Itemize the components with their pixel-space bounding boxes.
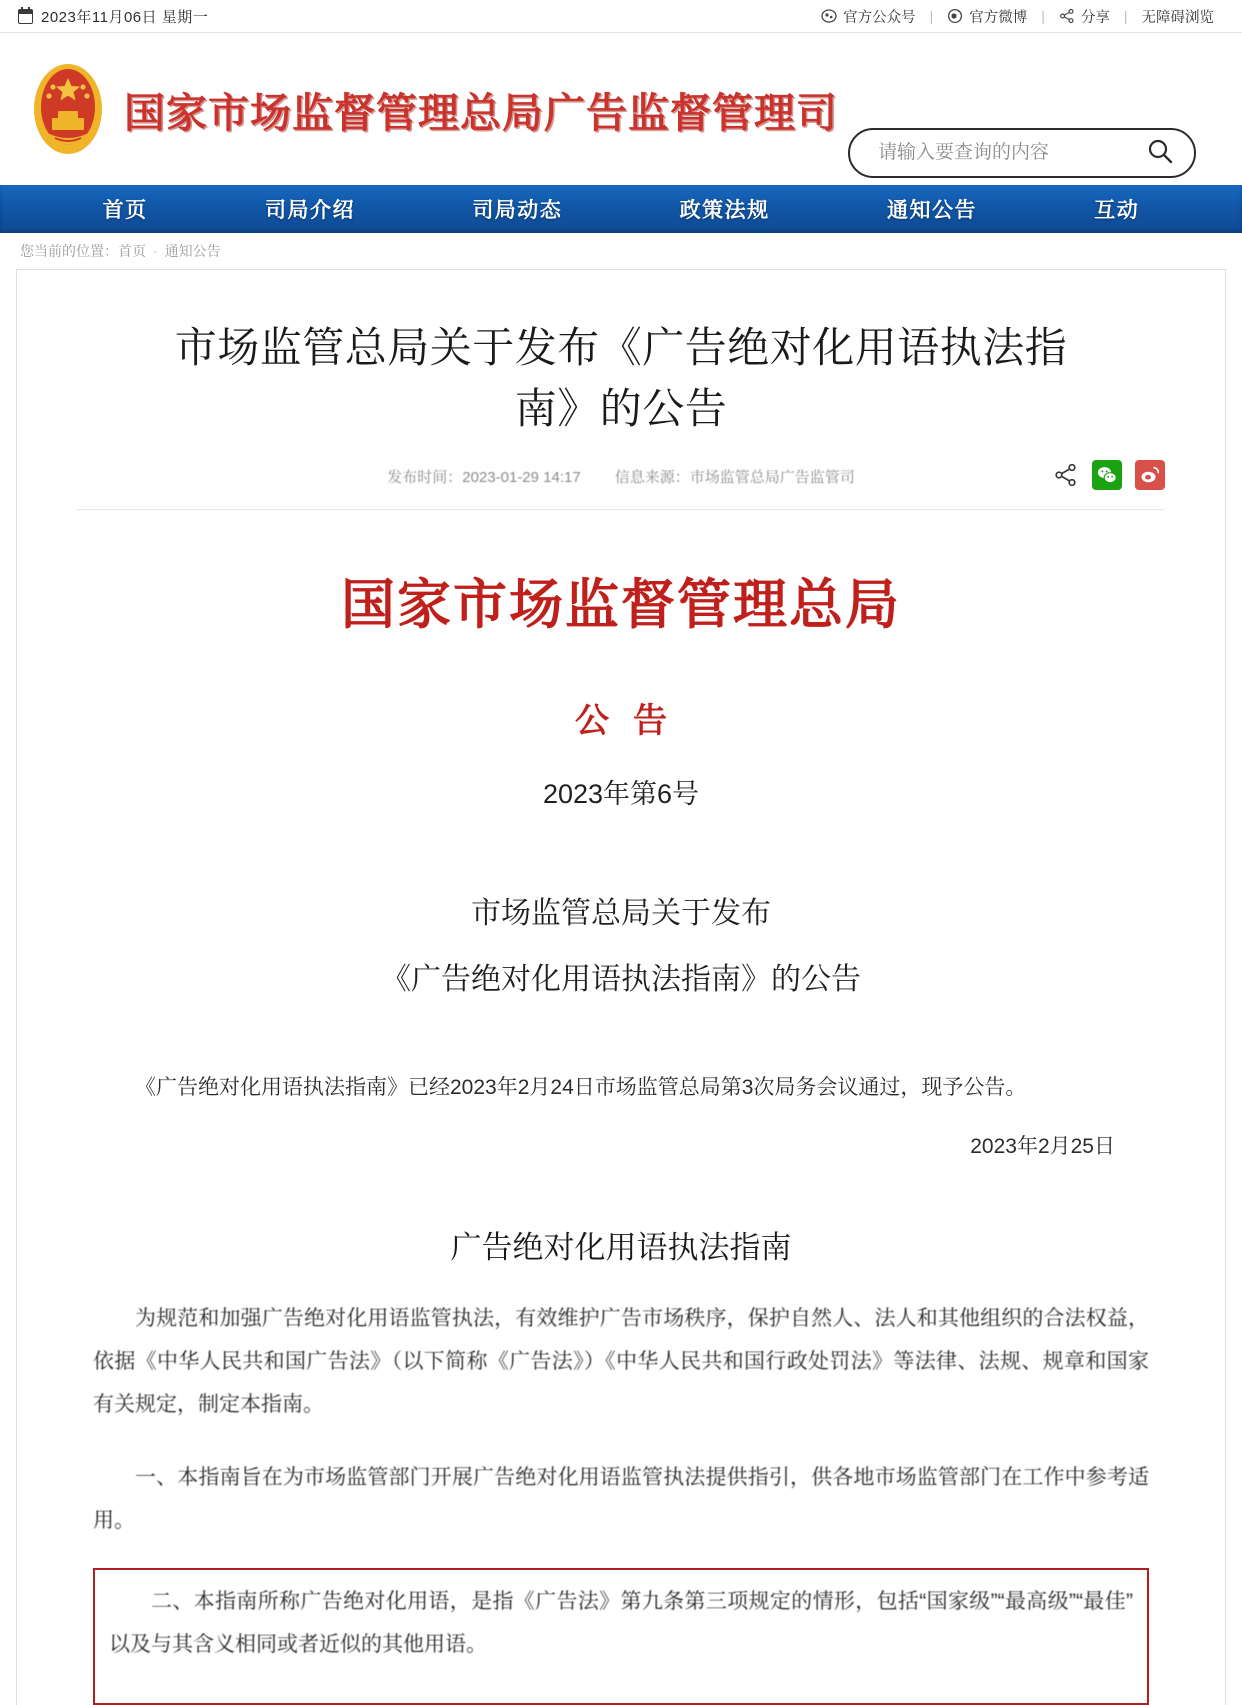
- breadcrumb-prefix: 您当前的位置：: [20, 243, 118, 259]
- national-emblem-icon: [22, 60, 114, 158]
- accessibility-link[interactable]: [1128, 6, 1229, 27]
- article-source: 信息来源：市场监管总局广告监管司: [614, 468, 855, 486]
- main-navigation: [0, 185, 1242, 233]
- nav-item-announcements[interactable]: 通知公告: [886, 199, 977, 222]
- official-weibo-link[interactable]: [933, 6, 1041, 27]
- wechat-official-icon: [821, 8, 837, 24]
- search-input[interactable]: [876, 141, 1146, 165]
- issuing-organization: 国家市场监督管理总局: [341, 572, 901, 636]
- search-icon[interactable]: [1146, 137, 1174, 170]
- site-header: [0, 33, 1242, 185]
- guide-paragraph-2: 二、本指南所称广告绝对化用语，是指《广告法》第九条第三项规定的情形，包括“国家级”“最高级”“最佳”以及与其含义相同或者近似的其他用语。: [109, 1590, 1133, 1657]
- approval-paragraph: 《广告绝对化用语执法指南》已经2023年2月24日市场监管总局第3次局务会议通过，现予公告。: [135, 1075, 1027, 1099]
- wechat-icon[interactable]: [1092, 460, 1122, 490]
- guide-paragraph-0: 为规范和加强广告绝对化用语监管执法，有效维护广告市场秩序，保护自然人、法人和其他组织的合法权益，依据《中华人民共和国广告法》（以下简称《广告法》）《中华人民共和国行政处罚法》等法律、法规、规章和国家有关规定，制定本指南。: [93, 1306, 1149, 1416]
- publish-time: 发布时间：2023-01-29 14:17: [387, 468, 581, 486]
- guide-heading: 广告绝对化用语执法指南: [450, 1229, 792, 1265]
- article-meta-row: [77, 466, 1165, 510]
- accessibility-label: 无障碍浏览: [1141, 9, 1214, 26]
- share-label: 分享: [1080, 9, 1110, 26]
- search-box[interactable]: [848, 128, 1196, 178]
- top-link-separator-2: |: [1041, 8, 1045, 24]
- calendar-icon: [18, 9, 33, 24]
- current-date-group: [18, 6, 208, 27]
- document-body: [77, 510, 1165, 1705]
- notice-number: 2023年第6号: [542, 778, 700, 809]
- document-subtitle: [93, 881, 1149, 1013]
- weibo-icon[interactable]: [1135, 460, 1165, 490]
- breadcrumb-separator: ·: [153, 243, 158, 259]
- guide-paragraph-1: 一、本指南旨在为市场监管部门开展广告绝对化用语监管执法提供指引，供各地市场监管部门在工作中参考适用。: [93, 1465, 1149, 1532]
- nav-item-interaction[interactable]: 互动: [1094, 199, 1140, 222]
- page-title: 市场监管总局关于发布《广告绝对化用语执法指南》的公告: [174, 323, 1068, 433]
- site-title: 国家市场监督管理总局广告监督管理司: [124, 88, 838, 137]
- sign-date: 2023年2月25日: [970, 1134, 1115, 1158]
- document-subtitle-line1: 市场监管总局关于发布: [471, 896, 771, 930]
- document-subtitle-line2: 《广告绝对化用语执法指南》的公告: [381, 962, 861, 996]
- share-link[interactable]: [1045, 6, 1124, 27]
- highlighted-paragraph-box: [93, 1568, 1149, 1705]
- breadcrumb-home-link[interactable]: 首页: [118, 243, 146, 259]
- nav-item-home[interactable]: 首页: [102, 199, 148, 222]
- top-link-separator-1: |: [929, 8, 934, 24]
- article-share-group: [1053, 460, 1165, 490]
- official-account-link[interactable]: [807, 6, 930, 27]
- share-icon[interactable]: [1053, 462, 1079, 488]
- top-utility-bar: [0, 0, 1242, 33]
- breadcrumb: [0, 233, 1242, 269]
- notice-word: 公告: [575, 701, 691, 740]
- official-account-label: 官方公众号: [843, 9, 916, 26]
- nav-item-policies[interactable]: 政策法规: [679, 199, 770, 222]
- top-link-separator-3: |: [1123, 8, 1128, 24]
- top-links-group: [807, 6, 1228, 27]
- current-date-text: 2023年11月06日 星期一: [41, 8, 209, 26]
- weibo-icon: [947, 8, 963, 24]
- nav-item-introduction[interactable]: 司局介绍: [264, 199, 355, 222]
- breadcrumb-current[interactable]: 通知公告: [164, 243, 221, 259]
- article-panel: [16, 269, 1226, 1705]
- share-icon: [1059, 8, 1075, 24]
- official-weibo-label: 官方微博: [969, 9, 1028, 26]
- nav-item-news[interactable]: 司局动态: [472, 199, 563, 222]
